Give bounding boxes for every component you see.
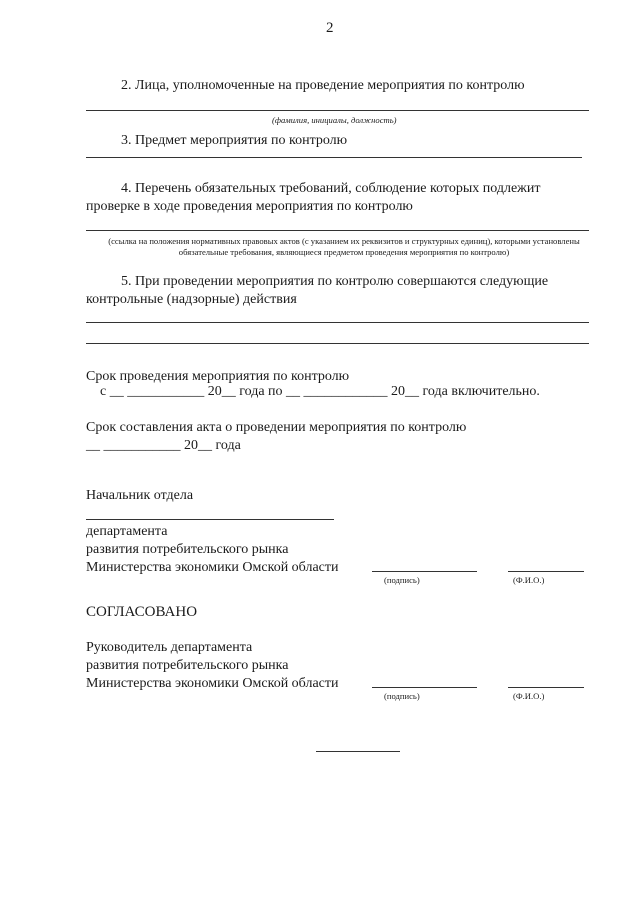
approval-title-line-1: Руководитель департамента [86, 640, 253, 655]
act-deadline-label: Срок составления акта о проведении мероприятия по контролю [86, 420, 467, 435]
signatory-title-line-4: Министерства экономики Омской области [86, 560, 339, 575]
approval-heading: СОГЛАСОВАНО [86, 604, 198, 620]
signatory-title-line-3: развития потребительского рынка [86, 542, 289, 557]
item-3-fill-line [86, 157, 582, 158]
approval-signature-line [372, 687, 477, 688]
approval-signature-caption: (подпись) [384, 691, 420, 701]
approval-name-caption: (Ф.И.О.) [513, 691, 545, 701]
item-2-caption: (фамилия, инициалы, должность) [272, 115, 397, 125]
period-range: с __ ___________ 20__ года по __ ____________ 20__ года включительно. [100, 384, 540, 399]
signatory-title-line-2: департамента [86, 524, 168, 539]
signatory-name-line [508, 571, 584, 572]
signatory-title-line-1: Начальник отдела [86, 488, 194, 503]
item-5-line-1: 5. При проведении мероприятия по контролю совершаются следующие [121, 274, 549, 289]
item-4-fill-line [86, 230, 589, 231]
item-4-caption: (ссылка на положения нормативных правовых актов (с указанием их реквизитов и структурных единиц), которыми установлены обязательные требования, являющиеся предметом проведения мероприятия по контролю) [108, 236, 580, 257]
signatory-department-line [86, 519, 334, 520]
item-5-fill-line-2 [86, 343, 589, 344]
period-label: Срок проведения мероприятия по контролю [86, 369, 350, 384]
end-separator-line [316, 751, 400, 752]
act-deadline-date: __ ___________ 20__ года [86, 438, 241, 453]
signatory-signature-caption: (подпись) [384, 575, 420, 585]
item-2-fill-line [86, 110, 589, 111]
approval-title-line-2: развития потребительского рынка [86, 658, 289, 673]
item-3-text: 3. Предмет мероприятия по контролю [121, 133, 348, 148]
signatory-name-caption: (Ф.И.О.) [513, 575, 545, 585]
item-2-text: 2. Лица, уполномоченные на проведение мероприятия по контролю [121, 78, 525, 93]
approval-name-line [508, 687, 584, 688]
page-number: 2 [326, 20, 334, 36]
approval-title-line-3: Министерства экономики Омской области [86, 676, 339, 691]
item-5-line-2: контрольные (надзорные) действия [86, 292, 297, 307]
item-5-fill-line-1 [86, 322, 589, 323]
item-4-line-1: 4. Перечень обязательных требований, соблюдение которых подлежит [121, 181, 541, 196]
item-4-line-2: проверке в ходе проведения мероприятия по контролю [86, 199, 413, 214]
signatory-signature-line [372, 571, 477, 572]
